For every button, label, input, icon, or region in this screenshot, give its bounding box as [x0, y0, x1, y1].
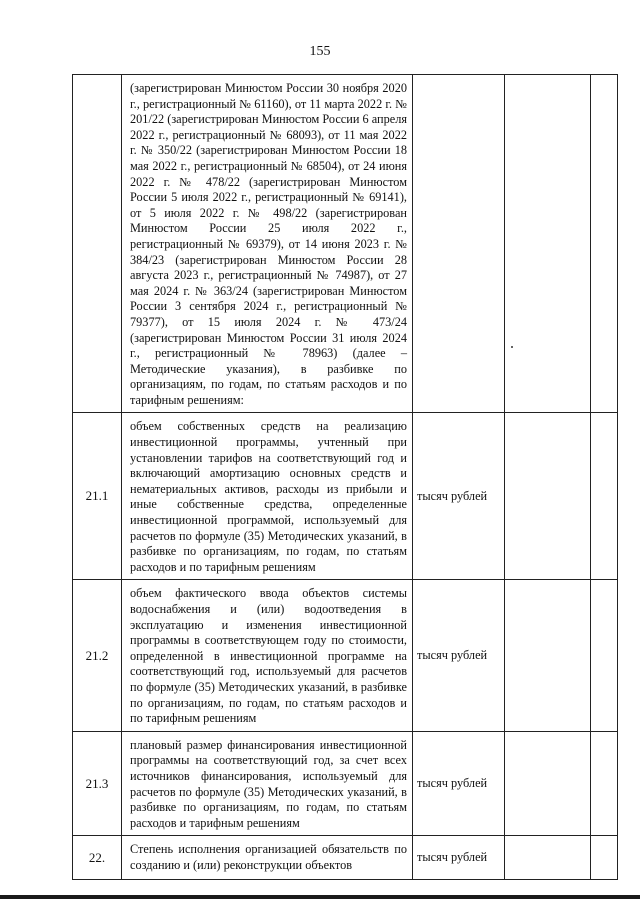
- empty-cell: [505, 413, 591, 580]
- indicators-table: [72, 74, 618, 880]
- row-number: 22.: [73, 836, 122, 880]
- table-row: [73, 731, 618, 836]
- empty-cell: [505, 731, 591, 836]
- empty-cell: [591, 413, 618, 580]
- row-number: 21.1: [73, 413, 122, 580]
- row-description: плановый размер финансирования инвестиционной программы на соответствующий год, за счет всех источников финансирования, используемый для расчетов по формуле (35) Методических указаний, в разбивке по организациям, по годам, по статьям расходов и тарифным решениям: [122, 731, 413, 836]
- page-number: 155: [309, 44, 331, 59]
- row-unit: тысяч рублей: [413, 413, 505, 580]
- table-row: [73, 413, 618, 580]
- row-number: 21.3: [73, 731, 122, 836]
- empty-cell: [505, 75, 591, 413]
- scan-border: [0, 895, 640, 899]
- table-row: [73, 836, 618, 880]
- row-unit: [413, 75, 505, 413]
- empty-cell: [505, 836, 591, 880]
- empty-cell: [505, 580, 591, 731]
- table-row: [73, 75, 618, 413]
- empty-cell: [591, 75, 618, 413]
- row-description: Степень исполнения организацией обязательств по созданию и (или) реконструкции объектов: [122, 836, 413, 880]
- scan-speck: [511, 346, 513, 348]
- row-unit: тысяч рублей: [413, 731, 505, 836]
- empty-cell: [591, 731, 618, 836]
- row-number: [73, 75, 122, 413]
- empty-cell: [591, 580, 618, 731]
- row-description: объем фактического ввода объектов системы водоснабжения и (или) водоотведения в эксплуатацию и изменения инвестиционной программы в соответствующем году по стоимости, определенной в инвестиционной программе на соответствующий год, используемый для расчетов по формуле (35) Методических указаний, в разбивке по организациям, по годам, по статьям расходов и по тарифным решениям: [122, 580, 413, 731]
- row-unit: тысяч рублей: [413, 580, 505, 731]
- row-description: (зарегистрирован Минюстом России 30 ноября 2020 г., регистрационный № 61160), от 11 марта 2022 г. № 201/22 (зарегистрирован Минюстом России 6 апреля 2022 г., регистрационный № 68093), от 11 мая 2022 г. № 350/22 (зарегистрирован Минюстом России 18 мая 2022 г., регистрационный № 68504), от 24 июня 2022 г. № 478/22 (зарегистрирован Минюстом России 5 июля 2022 г., регистрационный № 69141), от 5 июля 2022 г. № 498/22 (зарегистрирован Минюстом России 25 июля 2022 г., регистрационный № 69379), от 14 июня 2023 г. № 384/23 (зарегистрирован Минюстом России 28 августа 2023 г., регистрационный № 74987), от 27 мая 2024 г. № 363/24 (зарегистрирован Минюстом России 3 сентября 2024 г., регистрационный № 79377), от 15 июля 2024 г. № 473/24 (зарегистрирован Минюстом России 31 июля 2024 г., регистрационный № 78963) (далее – Методические указания), в разбивке по организациям, по годам, по статьям расходов и по тарифным решениям:: [122, 75, 413, 413]
- row-number: 21.2: [73, 580, 122, 731]
- empty-cell: [591, 836, 618, 880]
- row-description: объем собственных средств на реализацию инвестиционной программы, учтенный при установлении тарифов на соответствующий год и включающий амортизацию основных средств и нематериальных активов, расходы из прибыли и иные собственные средства, определенные инвестиционной программой, используемый для расчетов по формуле (35) Методических указаний, в разбивке по организациям, по годам, по статьям расходов и по тарифным решениям: [122, 413, 413, 580]
- row-unit: тысяч рублей: [413, 836, 505, 880]
- table-row: [73, 580, 618, 731]
